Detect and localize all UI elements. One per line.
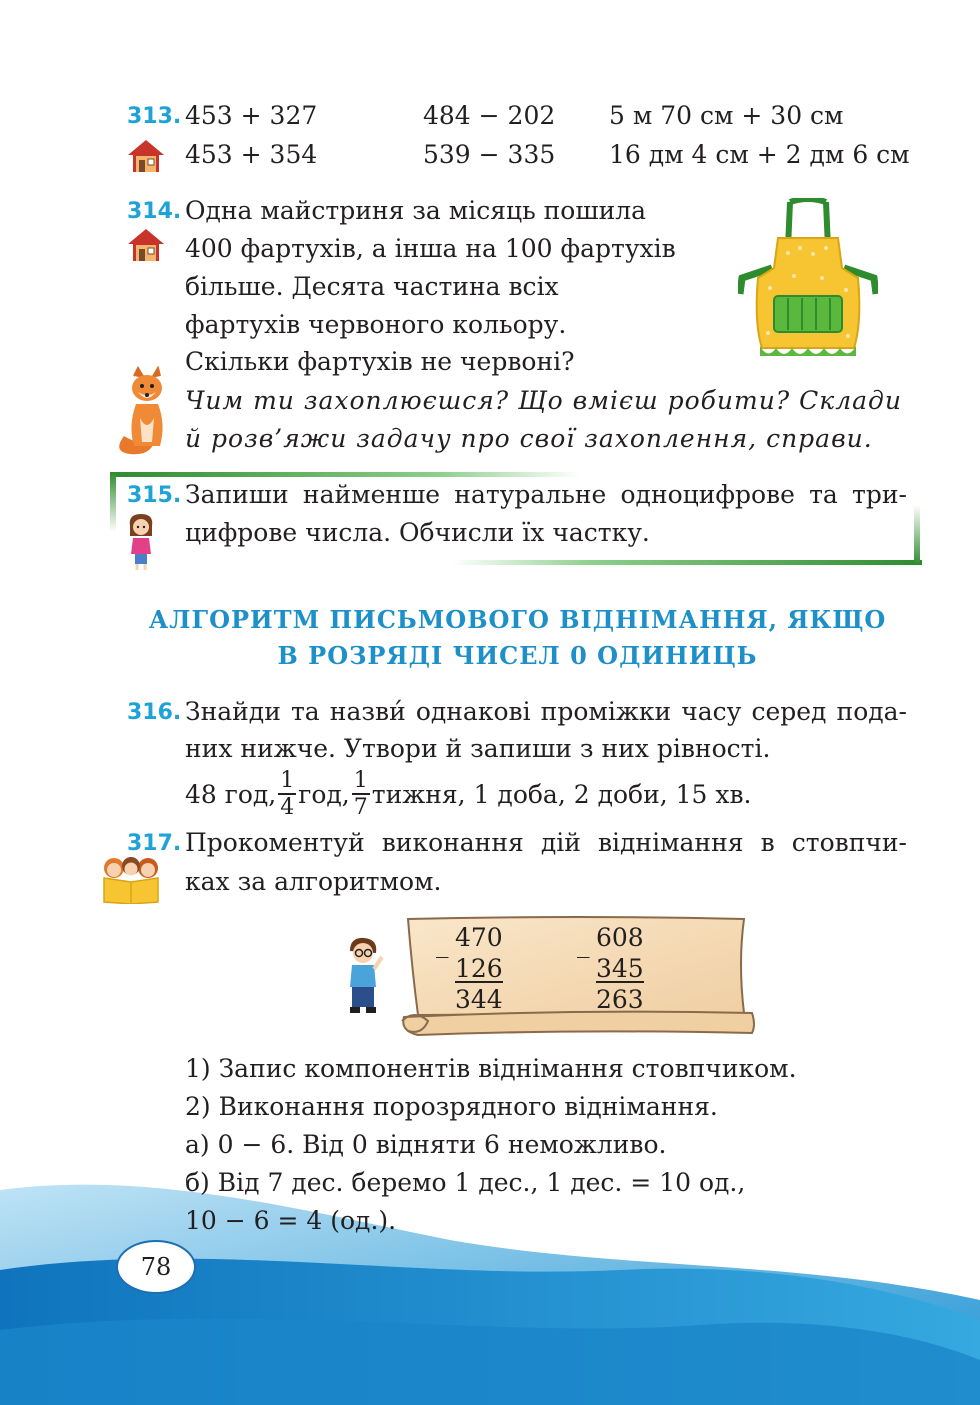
minus-sign: _ — [436, 929, 449, 958]
ex314-italic-line-2: й розв’яжи задачу про свої захоплення, справи. — [185, 424, 873, 453]
apron-icon — [738, 198, 878, 366]
ex316-line-1: Знайди та назви́ однакові проміжки часу серед пода- — [185, 697, 907, 726]
ex317-step-3: а) 0 − 6. Від 0 відняти 6 неможливо. — [185, 1130, 667, 1159]
fox-icon — [116, 366, 182, 456]
difference: 263 — [596, 985, 644, 1014]
exercise-313-number: 313. — [127, 104, 182, 129]
minuend: 608 — [596, 923, 644, 952]
ex314-italic-line-1: Чим ти захоплюєшся? Що вмієш робити? Склади — [185, 386, 902, 415]
ex313-r1-c3: 5 м 70 см + 30 см — [609, 101, 844, 130]
ex314-line-2: 400 фартухів, а інша на 100 фартухів — [185, 234, 676, 263]
ex313-r1-c2: 484 − 202 — [423, 101, 556, 130]
ex314-line-3: більше. Десята частина всіх — [185, 272, 559, 301]
exercise-316-number: 316. — [127, 700, 182, 725]
subtraction-column-2 — [577, 925, 644, 1018]
ex317-step-5: 10 − 6 = 4 (од.). — [185, 1206, 397, 1235]
fraction-one-seventh — [352, 767, 370, 820]
ex313-r2-c2: 539 − 335 — [423, 140, 556, 169]
ex317-step-1: 1) Запис компонентів віднімання стовпчиком. — [185, 1054, 797, 1083]
ex313-r1-c1: 453 + 327 — [185, 101, 318, 130]
fraction-denominator: 7 — [353, 794, 368, 820]
ex315-line-2: цифрове числа. Обчисли їх частку. — [185, 518, 650, 547]
ex316-values — [185, 767, 752, 821]
ex313-r2-c3: 16 дм 4 см + 2 дм 6 см — [609, 140, 910, 169]
ex316-values-end: тижня, 1 доба, 2 доби, 15 хв. — [371, 779, 752, 809]
ex317-step-4: б) Від 7 дес. беремо 1 дес., 1 дес. = 10 од., — [185, 1168, 746, 1197]
fraction-numerator: 1 — [280, 767, 295, 793]
ex317-step-2: 2) Виконання порозрядного віднімання. — [185, 1092, 718, 1121]
children-icon — [100, 856, 162, 904]
section-title-line-1: АЛГОРИТМ ПИСЬМОВОГО ВІДНІМАННЯ, ЯКЩО — [148, 605, 887, 634]
ex317-line-1: Прокоментуй виконання дій віднімання в стовпчи- — [185, 828, 907, 857]
minus-sign: _ — [577, 929, 590, 958]
ex314-line-4: фартухів червоного кольору. — [185, 310, 567, 339]
subtrahend: 126 — [455, 954, 503, 983]
ex313-r2-c1: 453 + 354 — [185, 140, 318, 169]
house-icon — [127, 228, 165, 262]
ex314-line-1: Одна майстриня за місяць пошила — [185, 196, 647, 225]
girl-icon — [124, 512, 158, 572]
page-number: 78 — [140, 1253, 172, 1281]
section-title-line-2: В РОЗРЯДІ ЧИСЕЛ 0 ОДИНИЦЬ — [277, 641, 758, 670]
page-number-badge — [116, 1240, 196, 1294]
difference: 344 — [455, 985, 503, 1014]
ex316-values-start: 48 год, — [185, 779, 277, 809]
house-icon — [127, 139, 165, 173]
subtraction-column-1 — [436, 925, 503, 1018]
exercise-315-number: 315. — [127, 483, 182, 508]
minuend: 470 — [455, 923, 503, 952]
ex315-line-1: Запиши найменше натуральне одноцифрове та три- — [185, 480, 907, 509]
ex317-line-2: ках за алгоритмом. — [185, 867, 442, 896]
fraction-denominator: 4 — [280, 794, 295, 820]
ex316-values-mid: год, — [298, 779, 350, 809]
subtrahend: 345 — [596, 954, 644, 983]
exercise-314-number: 314. — [127, 199, 182, 224]
fraction-numerator: 1 — [353, 767, 368, 793]
exercise-317-number: 317. — [127, 831, 182, 856]
fraction-one-quarter — [278, 767, 296, 820]
ex316-line-2: них нижче. Утвори й запиши з них рівності. — [185, 734, 771, 763]
ex314-line-5: Скільки фартухів не червоні? — [185, 347, 575, 376]
boy-icon — [340, 935, 386, 1017]
